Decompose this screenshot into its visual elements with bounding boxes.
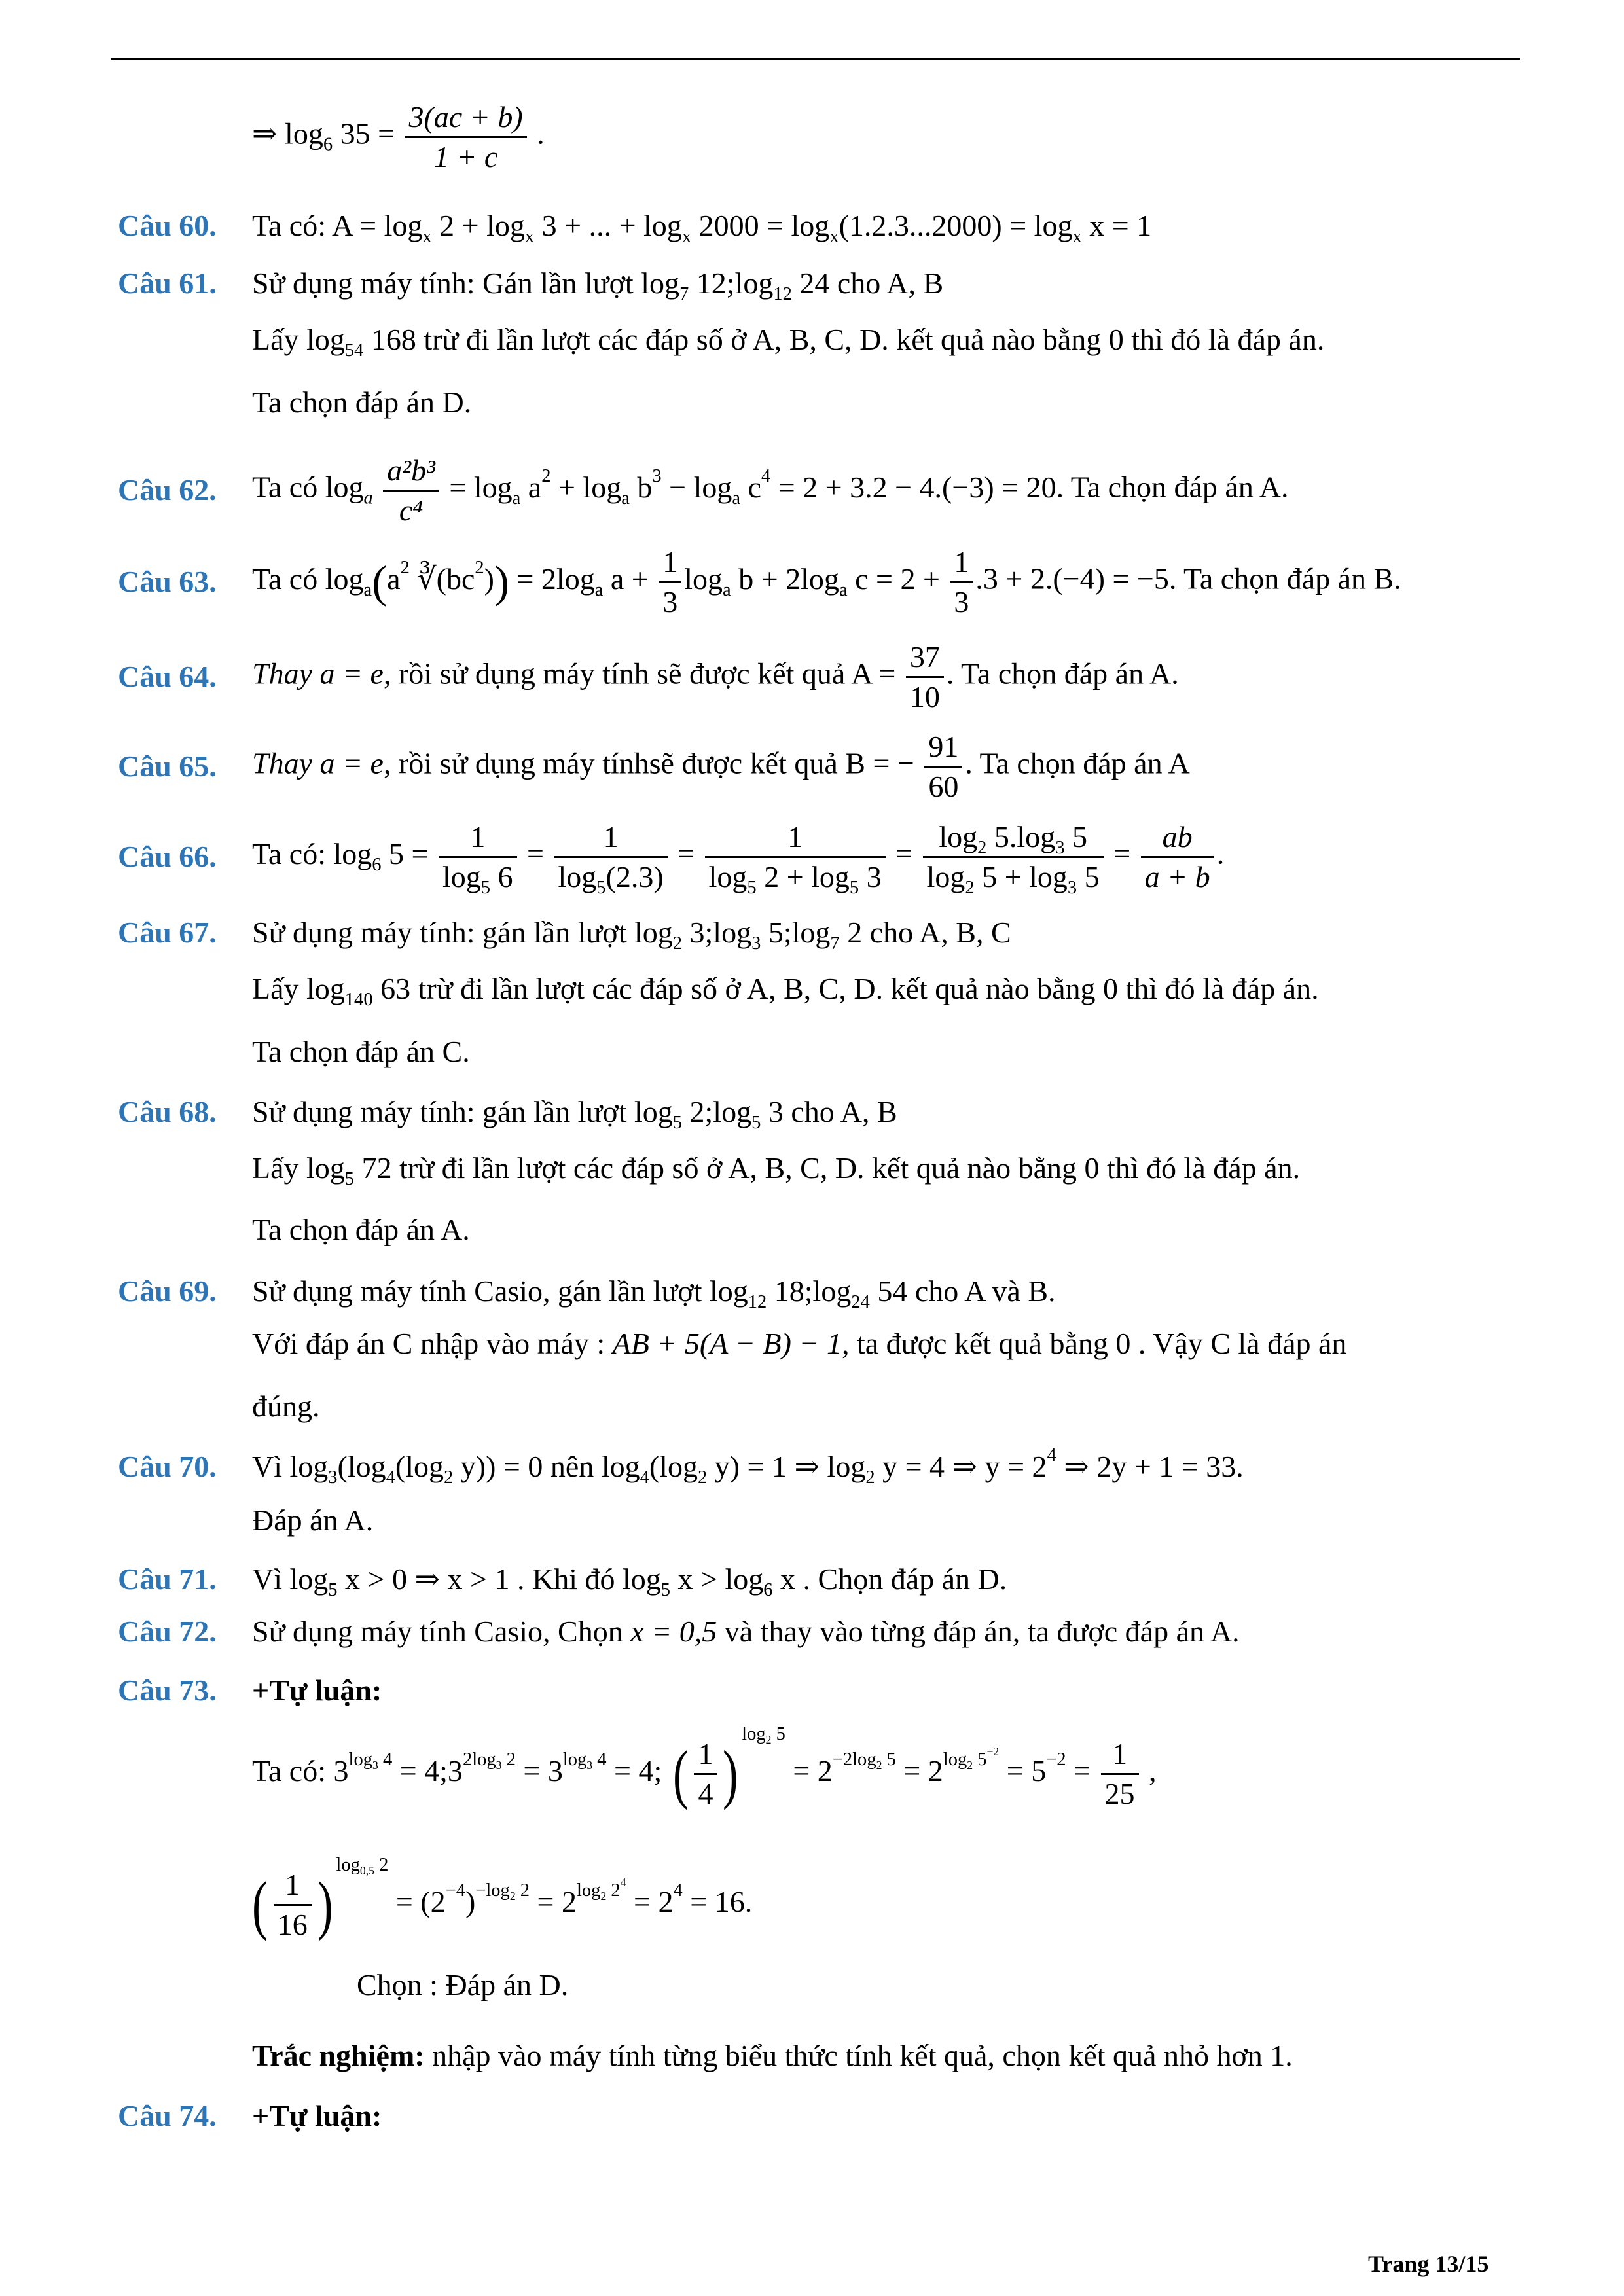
question-label: Câu 69. [118, 1274, 217, 1308]
section-heading: +Tự luận: [252, 1674, 382, 1707]
question-label: Câu 65. [118, 749, 217, 783]
question-label: Câu 71. [118, 1562, 217, 1596]
question-text: Ta có: $A = \log_x 2 + \log_x 3$ + ... + $\log_x 2000 = \log_x(1.2.3...2000) = \log_x x = 1$ [252, 209, 1152, 247]
question-label: Câu 70. [118, 1450, 217, 1483]
question-label: Câu 73. [118, 1674, 217, 1707]
page-number: Trang 13/15 [1368, 2251, 1489, 2277]
section-heading: +Tự luận: [252, 2099, 382, 2132]
intro-fraction: $\frac{3(ac + b)}{1 + c}$ [405, 98, 527, 175]
answer-choice: Chọn : Đáp án D. [357, 1968, 569, 2001]
question-label: Câu 62. [118, 473, 217, 507]
question-label: Câu 60. [118, 209, 217, 242]
question-label: Câu 61. [118, 266, 217, 300]
header-rule [111, 58, 1520, 60]
question-label: Câu 64. [118, 660, 217, 693]
question-label: Câu 67. [118, 916, 217, 949]
question-label: Câu 66. [118, 840, 217, 873]
question-label: Câu 72. [118, 1615, 217, 1648]
question-label: Câu 63. [118, 565, 217, 598]
question-label: Câu 68. [118, 1095, 217, 1128]
question-label: Câu 74. [118, 2099, 217, 2132]
